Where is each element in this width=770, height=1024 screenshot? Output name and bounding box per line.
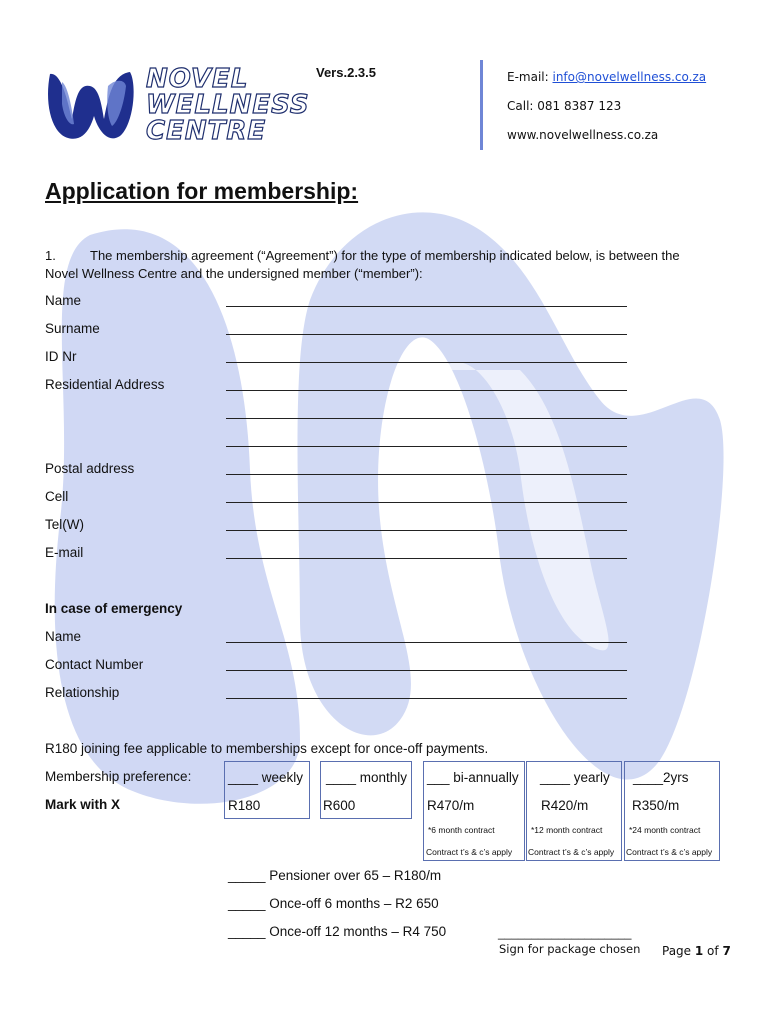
- intro-line1: The membership agreement (“Agreement”) for the type of membership indicated below, is between the: [90, 248, 680, 263]
- joining-fee-note: R180 joining fee applicable to memberships except for once-off payments.: [45, 741, 489, 756]
- field-email-blank[interactable]: [226, 558, 627, 559]
- option-yearly-terms: Contract t’s & c’s apply: [528, 847, 615, 857]
- intro-line2: Novel Wellness Centre and the undersigned member (“member”):: [45, 266, 423, 281]
- page-prefix: Page: [662, 944, 695, 958]
- field-label-cell: Cell: [45, 489, 69, 504]
- field-surname-blank[interactable]: [226, 334, 627, 335]
- version-label: Vers.2.3.5: [316, 65, 376, 80]
- emergency-relationship-blank[interactable]: [226, 698, 627, 699]
- option-yearly-price: R420/m: [541, 798, 589, 813]
- signature-label: Sign for package chosen: [499, 942, 641, 956]
- option-2yrs-note: *24 month contract: [629, 825, 701, 835]
- contact-website: www.novelwellness.co.za: [507, 128, 659, 142]
- extra-once-off-6-months[interactable]: _____ Once-off 6 months – R2 650: [228, 896, 439, 911]
- email-label: E-mail:: [507, 70, 553, 84]
- option-weekly-label: ____ weekly: [228, 770, 304, 785]
- option-bi-annually-price: R470/m: [427, 798, 475, 813]
- field-label-surname: Surname: [45, 321, 100, 336]
- page-number: [662, 944, 731, 958]
- field-telw-blank[interactable]: [226, 530, 627, 531]
- page-total: 7: [722, 944, 731, 958]
- page-current: 1: [694, 944, 704, 958]
- option-bi-annually-box[interactable]: [423, 761, 525, 861]
- option-yearly-label: ____ yearly: [540, 770, 610, 785]
- email-link[interactable]: info@novelwellness.co.za: [552, 70, 707, 84]
- option-monthly-box[interactable]: [320, 761, 412, 819]
- option-bi-annually-terms: Contract t’s & c’s apply: [426, 847, 513, 857]
- field-postal-blank[interactable]: [226, 474, 627, 475]
- field-label-id: ID Nr: [45, 349, 77, 364]
- extra-pensioner[interactable]: _____ Pensioner over 65 – R180/m: [228, 868, 442, 883]
- emergency-label-contact: Contact Number: [45, 657, 144, 672]
- emergency-heading: In case of emergency: [45, 601, 183, 616]
- logo-text-line2: WELLNESS: [146, 90, 310, 120]
- page-of: of: [703, 944, 723, 958]
- extra-once-off-12-months[interactable]: _____ Once-off 12 months – R4 750: [228, 924, 447, 939]
- option-monthly-price: R600: [323, 798, 356, 813]
- logo-text-line1: NOVEL: [146, 64, 249, 94]
- membership-preference-label: Membership preference:: [45, 769, 192, 784]
- intro-number: 1.: [45, 248, 56, 263]
- logo-text-line3: CENTRE: [146, 116, 267, 146]
- mark-with-x-label: Mark with X: [45, 797, 121, 812]
- field-id-blank[interactable]: [226, 362, 627, 363]
- field-name-blank[interactable]: [226, 306, 627, 307]
- field-label-telw: Tel(W): [45, 517, 84, 532]
- option-bi-annually-label: ___ bi-annually: [427, 770, 519, 785]
- field-cell-blank[interactable]: [226, 502, 627, 503]
- field-label-email: E-mail: [45, 545, 84, 560]
- option-weekly-box[interactable]: [224, 761, 310, 819]
- field-label-residential: Residential Address: [45, 377, 165, 392]
- option-yearly-note: *12 month contract: [531, 825, 603, 835]
- signature-line[interactable]: ____________________: [498, 926, 632, 940]
- emergency-label-name: Name: [45, 629, 82, 644]
- field-label-postal: Postal address: [45, 461, 135, 476]
- option-2yrs-box[interactable]: [624, 761, 720, 861]
- logo-w-icon: [42, 64, 142, 144]
- contact-phone: Call: 081 8387 123: [507, 99, 622, 113]
- field-label-name: Name: [45, 293, 82, 308]
- option-monthly-label: ____ monthly: [326, 770, 408, 785]
- option-bi-annually-note: *6 month contract: [428, 825, 495, 835]
- option-2yrs-label: ____2yrs: [633, 770, 689, 785]
- emergency-contact-blank[interactable]: [226, 670, 627, 671]
- page-title: Application for membership:: [45, 178, 359, 204]
- field-residential-blank-3[interactable]: [226, 446, 627, 447]
- option-2yrs-price: R350/m: [632, 798, 680, 813]
- header-divider: [480, 60, 483, 150]
- emergency-label-relationship: Relationship: [45, 685, 120, 700]
- option-2yrs-terms: Contract t’s & c’s apply: [626, 847, 713, 857]
- field-residential-blank-1[interactable]: [226, 390, 627, 391]
- option-yearly-box[interactable]: [526, 761, 622, 861]
- contact-email: [507, 70, 706, 84]
- field-residential-blank-2[interactable]: [226, 418, 627, 419]
- emergency-name-blank[interactable]: [226, 642, 627, 643]
- option-weekly-price: R180: [228, 798, 261, 813]
